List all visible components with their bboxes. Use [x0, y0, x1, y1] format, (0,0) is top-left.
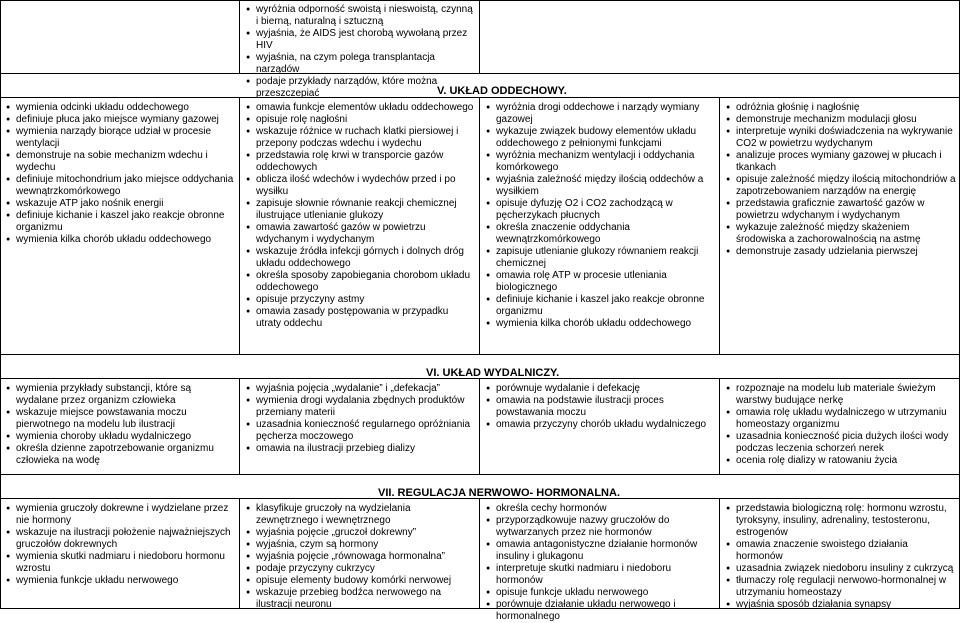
list-item: ● definiuje kichanie i kaszel jako reakcje obronne organizmu — [486, 294, 714, 318]
list-item: ● zapisuje utlenianie glukozy równaniem reakcji chemicznej — [486, 246, 714, 270]
list-item: ● określa sposoby zapobiegania chorobom układu oddechowego — [246, 270, 474, 294]
section8-col2 — [246, 503, 474, 610]
section8-col3 — [486, 503, 714, 622]
section6-col2 — [246, 102, 474, 352]
list-item: ● wyjaśnia, że AIDS jest chorobą wywołaną przez HIV — [246, 28, 474, 52]
list-item: ● wymienia gruczoły dokrewne i wydzielane przez nie hormony — [6, 503, 234, 527]
list-item: ● odróżnia głośnię i nagłośnię — [726, 102, 956, 114]
grid-line — [719, 378, 720, 474]
list-item: ● opisuje funkcje układu nerwowego — [486, 587, 714, 599]
grid-line — [239, 97, 240, 354]
list-item: ● wskazuje ATP jako nośnik energii — [6, 198, 234, 210]
list-item: ● opisuje przyczyny astmy — [246, 294, 474, 306]
list-item: ● wyjaśnia, czym są hormony — [246, 539, 474, 551]
section6-col3 — [486, 102, 714, 352]
list-item: ● wyróżnia mechanizm wentylacji i oddychania komórkowego — [486, 150, 714, 174]
list-item: ● omawia zawartość gazów w powietrzu wdychanym i wydychanym — [246, 222, 474, 246]
list-item: ● wyjaśnia pojęcie „równowaga hormonalna” — [246, 551, 474, 563]
list-item: ● omawia antagonistyczne działanie hormonów insuliny i glukagonu — [486, 539, 714, 563]
list-item: ● omawia znaczenie swoistego działania hormonów — [726, 539, 956, 563]
grid-line — [239, 378, 240, 474]
section6-title: V. UKŁAD ODDECHOWY. — [437, 85, 567, 97]
list-item: ● wyróżnia drogi oddechowe i narządy wymiany gazowej — [486, 102, 714, 126]
list-item: ● wskazuje źródła infekcji górnych i dolnych dróg układu oddechowego — [246, 246, 474, 270]
list-item: ● omawia rolę ATP w procesie utleniania biologicznego — [486, 270, 714, 294]
list-item: ● demonstruje na sobie mechanizm wdechu i wydechu — [6, 150, 234, 174]
list-item: ● omawia na podstawie ilustracji proces powstawania moczu — [486, 395, 714, 419]
list-item: ● przyporządkowuje nazwy gruczołów do wytwarzanych przez nie hormonów — [486, 515, 714, 539]
list-item: ● podaje przykłady narządów, które można przeszczepiać — [246, 76, 474, 100]
section7-col1 — [6, 383, 234, 473]
section8-col1-list — [6, 503, 234, 587]
list-item: ● porównuje działanie układu nerwowego i hormonalnego — [486, 599, 714, 623]
section7-col2-list — [246, 383, 474, 455]
list-item: ● wymienia narządy biorące udział w procesie wentylacji — [6, 126, 234, 150]
grid-line — [239, 498, 240, 608]
list-item: ● wskazuje miejsce powstawania moczu pierwotnego na modelu lub ilustracji — [6, 407, 234, 431]
section8-col2-list — [246, 503, 474, 611]
list-item: ● wymienia drogi wydalania zbędnych produktów przemiany materii — [246, 395, 474, 419]
list-item: ● uzasadnia związek niedoboru insuliny z cukrzycą — [726, 563, 956, 575]
list-item: ● rozpoznaje na modelu lub materiale świeżym warstwy budujące nerkę — [726, 383, 956, 407]
list-item: ● wyróżnia odporność swoistą i nieswoistą, czynną i bierną, naturalną i sztuczną — [246, 4, 474, 28]
list-item: ● omawia rolę układu wydalniczego w utrzymaniu homeostazy organizmu — [726, 407, 956, 431]
list-item: ● opisuje zależność między ilością mitochondriów a zapotrzebowaniem narządów na energię — [726, 174, 956, 198]
section8-col1 — [6, 503, 234, 607]
section8-col3-list — [486, 503, 714, 623]
list-item: ● analizuje proces wymiany gazowej w płucach i tkankach — [726, 150, 956, 174]
list-item: ● wyjaśnia pojęcie „gruczoł dokrewny” — [246, 527, 474, 539]
list-item: ● przedstawia graficznie zawartość gazów w powietrzu wdychanym i wydychanym — [726, 198, 956, 222]
list-item: ● demonstruje mechanizm modulacji głosu — [726, 114, 956, 126]
list-item: ● opisuje rolę nagłośni — [246, 114, 474, 126]
list-item: ● demonstruje zasady udzielania pierwszej — [726, 246, 956, 258]
section8-col4 — [726, 503, 956, 610]
section6-col2-list — [246, 102, 474, 330]
grid-line — [479, 378, 480, 474]
list-item: ● definiuje płuca jako miejsce wymiany gazowej — [6, 114, 234, 126]
list-item: ● wskazuje przebieg bodźca nerwowego na ilustracji neuronu — [246, 587, 474, 611]
list-item: ● wykazuje związek budowy elementów układu oddechowego z pełnionymi funkcjami — [486, 126, 714, 150]
list-item: ● klasyfikuje gruczoły na wydzielania zewnętrznego i wewnętrznego — [246, 503, 474, 527]
section6-col1-list — [6, 102, 234, 246]
list-item: ● opisuje dyfuzję O2 i CO2 zachodzącą w pęcherzykach płucnych — [486, 198, 714, 222]
list-item: ● wskazuje na ilustracji położenie najważniejszych gruczołów dokrewnych — [6, 527, 234, 551]
list-item: ● przedstawia biologiczną rolę: hormonu wzrostu, tyroksyny, insuliny, adrenaliny, testosteronu, estrogenów — [726, 503, 956, 539]
list-item: ● wymienia przykłady substancji, które są wydalane przez organizm człowieka — [6, 383, 234, 407]
grid-line — [0, 354, 960, 355]
list-item: ● oblicza ilość wdechów i wydechów przed i po wysiłku — [246, 174, 474, 198]
list-item: ● porównuje wydalanie i defekację — [486, 383, 714, 395]
grid-line — [0, 97, 960, 98]
list-item: ● wyjaśnia, na czym polega transplantacja narządów — [246, 52, 474, 76]
list-item: ● wykazuje zależność między skażeniem środowiska a zachorowalnością na astmę — [726, 222, 956, 246]
section6-col4-list — [726, 102, 956, 258]
section7-col2 — [246, 383, 474, 473]
list-item: ● określa dzienne zapotrzebowanie organizmu człowieka na wodę — [6, 443, 234, 467]
grid-line — [0, 73, 960, 74]
grid-line — [719, 97, 720, 354]
section7-col3-list — [486, 383, 714, 431]
grid-line — [479, 0, 480, 73]
grid-line — [0, 474, 960, 475]
list-item: ● wymienia kilka chorób układu oddechowego — [486, 318, 714, 330]
section7-col4-list — [726, 383, 956, 467]
list-item: ● wymienia odcinki układu oddechowego — [6, 102, 234, 114]
list-item: ● omawia na ilustracji przebieg dializy — [246, 443, 474, 455]
grid-line — [0, 0, 1, 609]
list-item: ● określa znaczenie oddychania wewnątrzkomórkowego — [486, 222, 714, 246]
list-item: ● wyjaśnia zależność między ilością oddechów a wysiłkiem — [486, 174, 714, 198]
list-item: ● opisuje elementy budowy komórki nerwowej — [246, 575, 474, 587]
list-item: ● zapisuje słownie równanie reakcji chemicznej ilustrujące utlenianie glukozy — [246, 198, 474, 222]
list-item: ● definiuje mitochondrium jako miejsce oddychania wewnątrzkomórkowego — [6, 174, 234, 198]
section7-title: VI. UKŁAD WYDALNICZY. — [426, 367, 560, 379]
section7-col4 — [726, 383, 956, 473]
section6-col4 — [726, 102, 956, 352]
list-item: ● omawia funkcje elementów układu oddechowego — [246, 102, 474, 114]
list-item: ● wskazuje różnice w ruchach klatki piersiowej i przepony podczas wdechu i wydechu — [246, 126, 474, 150]
grid-line — [239, 0, 240, 73]
list-item: ● określa cechy hormonów — [486, 503, 714, 515]
section5-col2 — [246, 4, 474, 99]
list-item: ● uzasadnia konieczność picia dużych ilości wody podczas leczenia schorzeń nerek — [726, 431, 956, 455]
list-item: ● uzasadnia konieczność regularnego opróżniania pęcherza moczowego — [246, 419, 474, 443]
grid-line — [0, 0, 960, 1]
list-item: ● wyjaśnia sposób działania synapsy — [726, 599, 956, 611]
list-item: ● definiuje kichanie i kaszel jako reakcje obronne organizmu — [6, 210, 234, 234]
section6-col1 — [6, 102, 234, 352]
grid-line — [479, 97, 480, 354]
section7-col1-list — [6, 383, 234, 467]
list-item: ● interpretuje wyniki doświadczenia na wykrywanie CO2 w powietrzu wydychanym — [726, 126, 956, 150]
list-item: ● wyjaśnia pojęcia „wydalanie” i „defekacja” — [246, 383, 474, 395]
list-item: ● wymienia choroby układu wydalniczego — [6, 431, 234, 443]
list-item: ● wymienia funkcje układu nerwowego — [6, 575, 234, 587]
list-item: ● podaje przyczyny cukrzycy — [246, 563, 474, 575]
section8-col4-list — [726, 503, 956, 611]
section8-title: VII. REGULACJA NERWOWO- HORMONALNA. — [378, 487, 620, 499]
list-item: ● wymienia skutki nadmiaru i niedoboru hormonu wzrostu — [6, 551, 234, 575]
section7-col3 — [486, 383, 714, 473]
list-item: ● tłumaczy rolę regulacji nerwowo-hormonalnej w utrzymaniu homeostazy — [726, 575, 956, 599]
section6-col3-list — [486, 102, 714, 330]
list-item: ● ocenia rolę dializy w ratowaniu życia — [726, 455, 956, 467]
list-item: ● omawia zasady postępowania w przypadku utraty oddechu — [246, 306, 474, 330]
list-item: ● interpretuje skutki nadmiaru i niedoboru hormonów — [486, 563, 714, 587]
grid-line — [479, 498, 480, 608]
list-item: ● wymienia kilka chorób układu oddechowego — [6, 234, 234, 246]
list-item: ● omawia przyczyny chorób układu wydalniczego — [486, 419, 714, 431]
list-item: ● przedstawia rolę krwi w transporcie gazów oddechowych — [246, 150, 474, 174]
grid-line — [719, 498, 720, 608]
